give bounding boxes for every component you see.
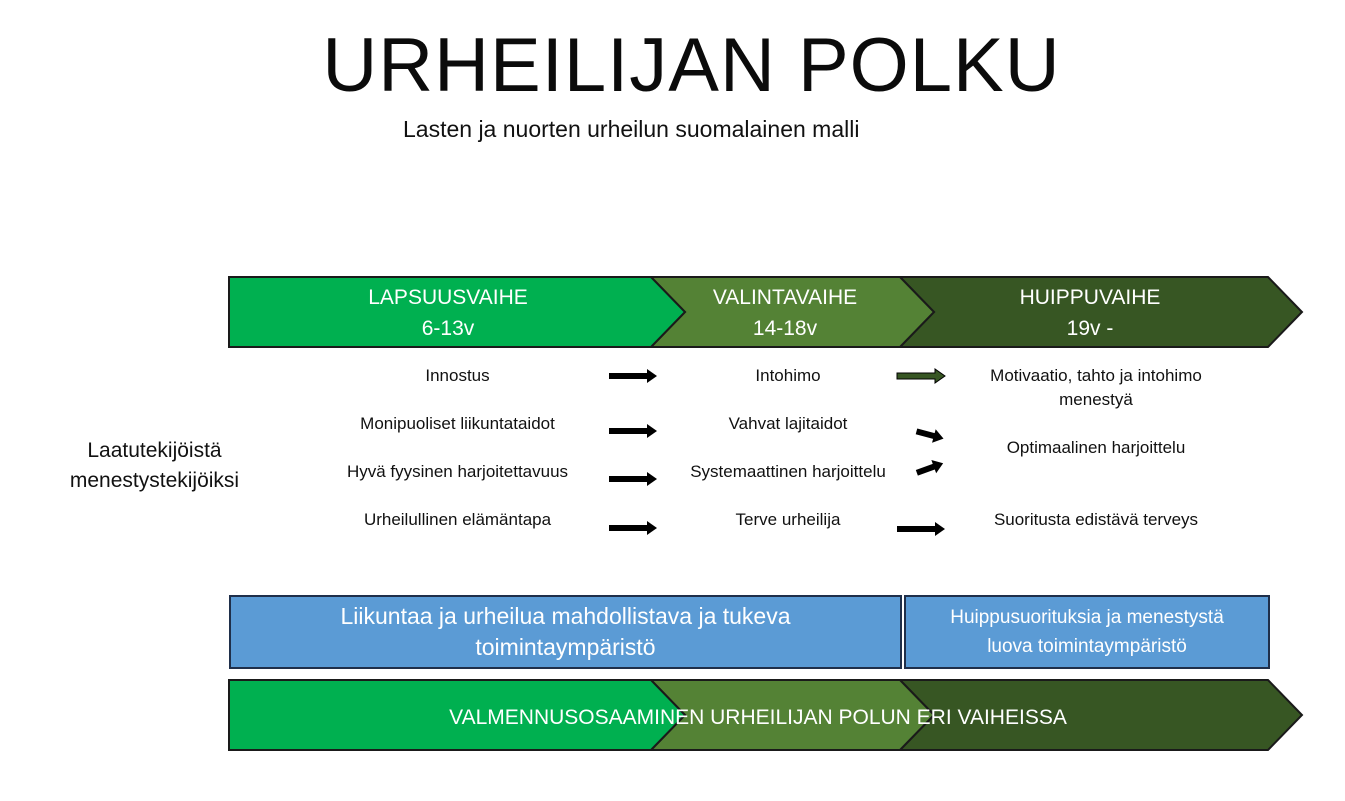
- arrow-icon: [915, 425, 946, 446]
- col3-health: Suoritusta edistävä terveys: [993, 510, 1199, 529]
- phase-banner: [229, 277, 1302, 347]
- arrow-icon: [609, 369, 657, 383]
- environment-left-line1: Liikuntaa ja urheilua mahdollistava ja tukeva: [340, 603, 791, 629]
- col1-row2: Monipuoliset liikuntataidot: [360, 414, 555, 433]
- col2-row2: Vahvat lajitaidot: [728, 414, 848, 433]
- col2-row3: Systemaattinen harjoittelu: [690, 462, 886, 481]
- phase-name-3: HUIPPUVAIHE: [1019, 286, 1161, 309]
- page-subtitle: Lasten ja nuorten urheilun suomalainen malli: [403, 116, 860, 142]
- page-title: URHEILIJAN POLKU: [322, 23, 1061, 108]
- phase-age-3: 19v -: [1066, 317, 1114, 340]
- environment-right-line2: luova toimintaympäristö: [987, 636, 1187, 657]
- col3-training: Optimaalinen harjoittelu: [1006, 438, 1186, 457]
- coaching-banner-label: VALMENNUSOSAAMINEN URHEILIJAN POLUN ERI VAIHEISSA: [449, 706, 1067, 729]
- environment-box-right: [904, 595, 1270, 669]
- environment-left-line2: toimintaympäristö: [475, 634, 656, 660]
- arrows-col1-col2: [609, 369, 657, 535]
- arrow-icon: [609, 472, 657, 486]
- side-label-line2: menestystekijöiksi: [69, 469, 240, 492]
- phase-age-1: 6-13v: [421, 317, 475, 340]
- phase-name-2: VALINTAVAIHE: [712, 286, 858, 309]
- environment-box-left: [229, 595, 902, 669]
- side-label-line1: Laatutekijöistä: [87, 439, 222, 462]
- side-label: [52, 436, 257, 496]
- col2-row1: Intohimo: [755, 366, 821, 385]
- arrow-icon: [609, 521, 657, 535]
- phase-age-2: 14-18v: [752, 317, 818, 340]
- col3-motivation: [950, 364, 1242, 412]
- col3-motivation-line1: Motivaatio, tahto ja intohimo: [990, 366, 1202, 385]
- col3-motivation-line2: menestyä: [1059, 390, 1133, 409]
- col1-row4: Urheilullinen elämäntapa: [363, 510, 552, 529]
- col1-row3: Hyvä fyysinen harjoitettavuus: [346, 462, 569, 481]
- col2-row4: Terve urheilija: [735, 510, 841, 529]
- phase-name-1: LAPSUUSVAIHE: [368, 286, 528, 309]
- environment-right-line1: Huippusuorituksia ja menestystä: [950, 607, 1224, 628]
- arrow-icon: [609, 424, 657, 438]
- arrow-icon: [914, 457, 945, 480]
- col1-row1: Innostus: [425, 366, 490, 385]
